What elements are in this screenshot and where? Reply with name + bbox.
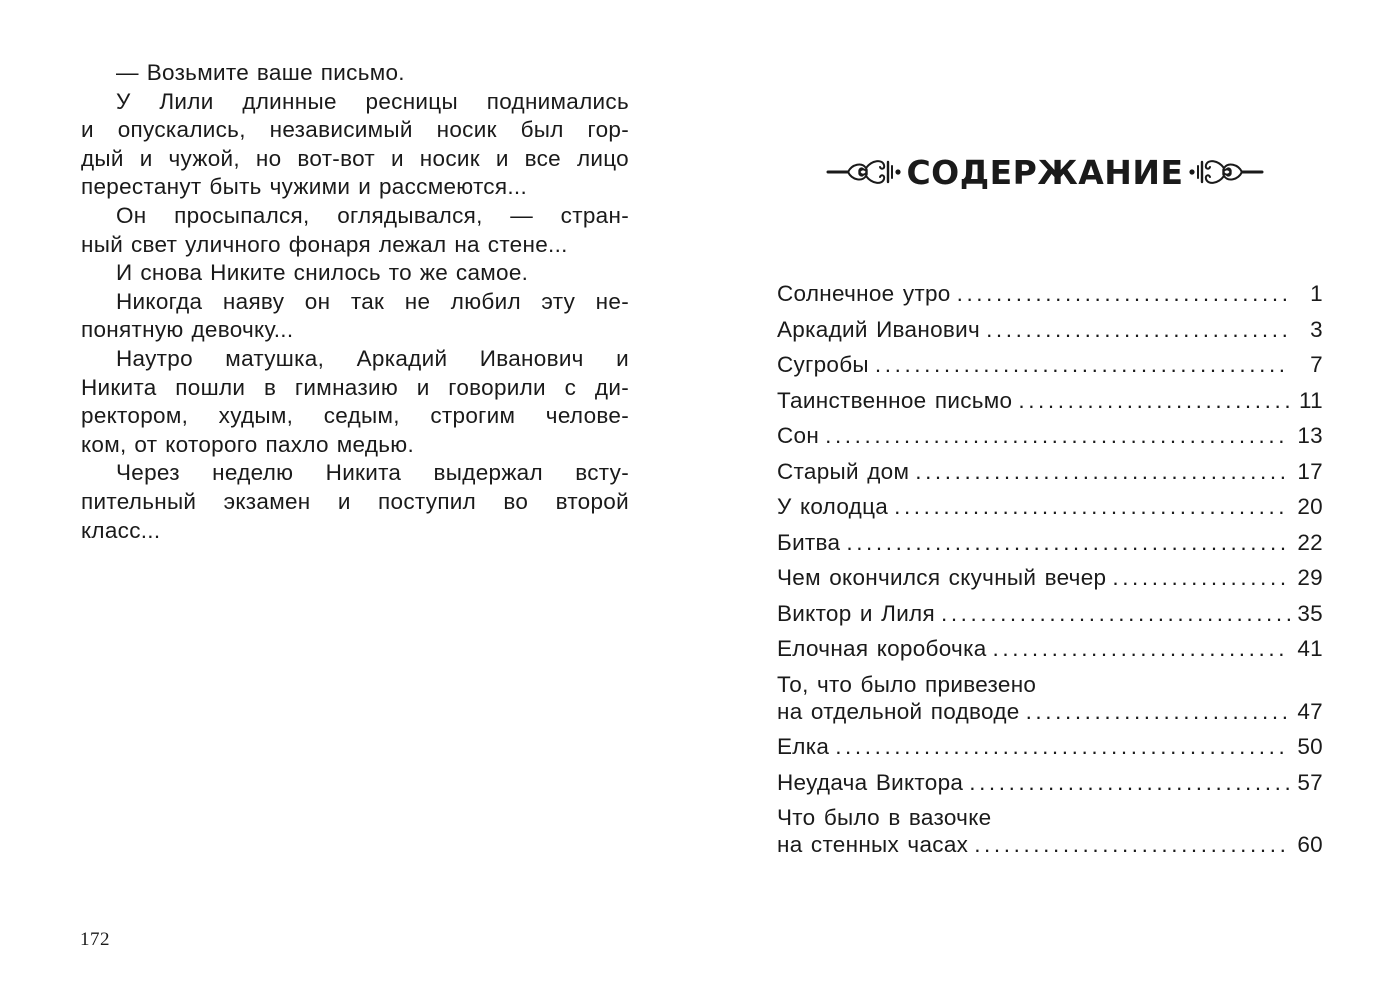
text-line: Никогда наяву он так не любил эту не- [116,288,629,314]
toc-entry [777,387,1323,414]
toc-entry-title: Битва [777,529,841,555]
toc-entry [777,733,1323,760]
toc-entry-title: Чем окончился скучный вечер [777,565,1107,590]
toc-entry-title-first-line: То, что было привезено [777,671,1037,697]
toc-entry-page: 7 [1310,352,1323,377]
toc-entry-title: Таинственное письмо [777,387,1013,413]
toc-entry-page: 20 [1297,494,1323,519]
toc-entry [777,316,1323,343]
toc-entry-page: 11 [1299,387,1323,413]
toc-entry [777,635,1323,662]
toc-entry-title: Елка [777,734,830,759]
toc-entry [777,529,1323,556]
text-line: Никита пошли в гимназию и говорили с ди- [81,374,629,400]
toc-list [777,280,1323,867]
toc-entry [777,280,1323,307]
dot-leader [894,493,1290,520]
body-text [81,59,629,545]
dot-leader [969,769,1290,796]
toc-entry-title-first-line: Что было в вазочке [777,805,992,830]
toc-entry [777,600,1323,627]
dot-leader [875,351,1290,378]
dot-leader [993,635,1290,662]
right-page [700,0,1400,1000]
text-line: ком, от которого пахло медью. [81,431,414,457]
dot-leader [986,316,1290,343]
toc-entry-title: Аркадий Иванович [777,316,981,342]
toc-entry-title: У колодца [777,494,889,519]
toc-entry-title: Елочная коробочка [777,636,987,661]
flourish-ornament-icon [1188,152,1264,192]
text-line: пительный экзамен и поступил во второй [81,488,629,514]
toc-entry [777,458,1323,485]
dot-leader [957,280,1290,307]
toc-entry [777,422,1323,449]
text-line: У Лили длинные ресницы поднимались [116,88,629,114]
toc-entry-title: на стенных часах [777,832,969,857]
page-number: 172 [80,929,110,950]
toc-entry-page: 22 [1297,529,1323,555]
toc-entry-page: 35 [1297,600,1323,626]
dot-leader [1026,698,1290,725]
toc-entry-title: Виктор и Лиля [777,600,935,626]
dot-leader [825,422,1290,449]
toc-entry-page: 29 [1297,565,1323,590]
text-line: — Возьмите ваше письмо. [116,60,405,85]
toc-entry-page: 50 [1297,734,1323,759]
text-line: ректором, худым, седым, строгим челове- [81,403,629,429]
toc-entry-title: Старый дом [777,458,910,484]
text-line: и опускались, независимый носик был гор- [81,117,629,143]
text-line: ный свет уличного фонаря лежал на стене... [81,231,568,257]
toc-entry-page: 1 [1310,281,1323,306]
toc-entry-page: 41 [1297,636,1323,661]
toc-entry [777,804,1323,858]
text-line: И снова Никите снилось то же самое. [116,260,529,286]
text-line: Наутро матушка, Аркадий Иванович и [116,345,629,371]
dot-leader [915,458,1290,485]
toc-entry-page: 57 [1297,769,1323,795]
toc-entry [777,564,1323,591]
toc-entry-title: Сон [777,423,820,448]
text-line: Он просыпался, оглядывался, — стран- [116,202,629,228]
toc-entry [777,769,1323,796]
dot-leader [1018,387,1290,414]
text-line: Через неделю Никита выдержал всту- [116,460,629,486]
toc-entry-title: Солнечное утро [777,281,951,306]
toc-heading [838,146,1252,198]
toc-entry [777,493,1323,520]
toc-title: СОДЕРЖАНИЕ [906,152,1184,192]
text-line: понятную девочку... [81,317,294,343]
dot-leader [974,831,1290,858]
toc-entry-page: 17 [1297,458,1323,484]
dot-leader [941,600,1290,627]
flourish-ornament-icon [826,152,902,192]
toc-entry [777,351,1323,378]
toc-entry-title: Сугробы [777,352,869,377]
text-line: дый и чужой, но вот-вот и носик и все лицо [81,145,629,171]
dot-leader [846,529,1290,556]
text-line: перестанут быть чужими и рассмеются... [81,174,527,200]
dot-leader [835,733,1290,760]
dot-leader [1112,564,1290,591]
toc-entry [777,671,1323,725]
toc-entry-page: 47 [1297,698,1323,724]
text-line: класс... [81,517,161,543]
toc-entry-page: 60 [1297,832,1323,857]
toc-entry-page: 13 [1297,423,1323,448]
toc-entry-title: Неудача Виктора [777,769,964,795]
toc-entry-page: 3 [1310,316,1323,342]
toc-entry-title: на отдельной подводе [777,698,1020,724]
